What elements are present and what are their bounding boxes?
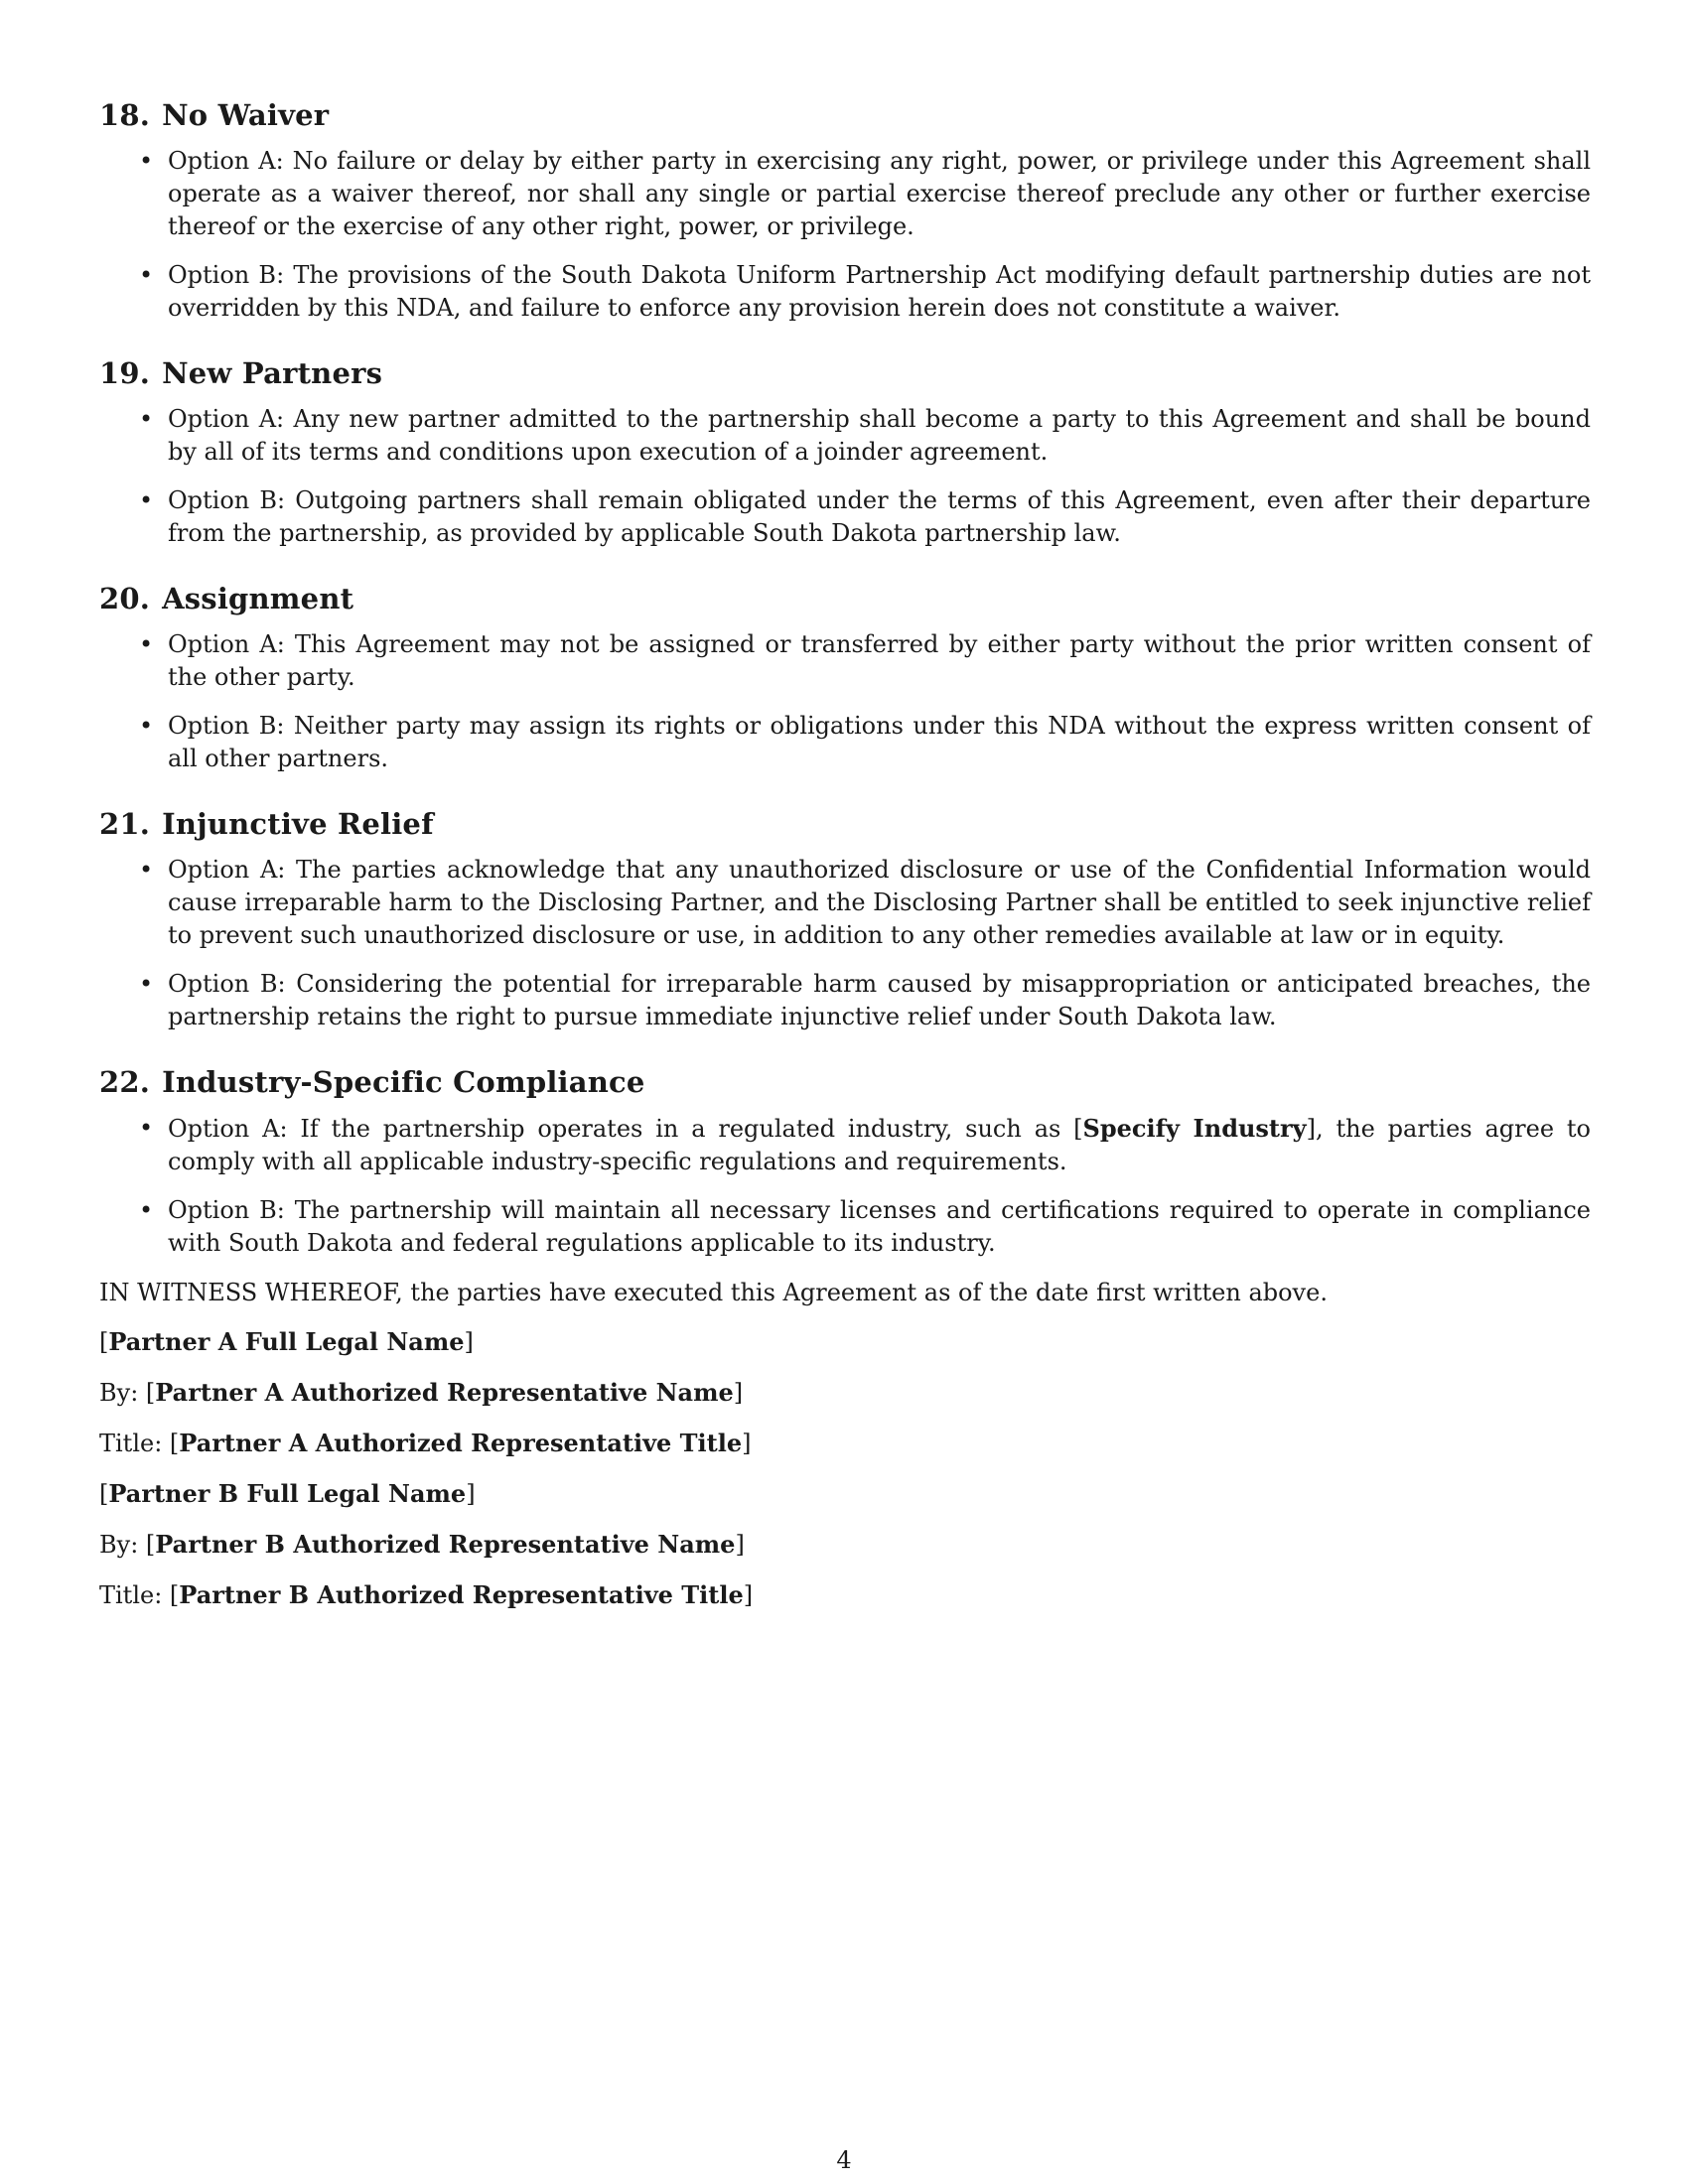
section-heading xyxy=(99,577,1591,620)
list-item xyxy=(99,710,1591,775)
list-item xyxy=(99,484,1591,550)
signature-block xyxy=(99,1325,1591,1612)
section-industry-compliance xyxy=(99,1060,1591,1260)
by-label: By: xyxy=(99,1379,139,1407)
list-item xyxy=(99,259,1591,325)
bullet-icon: • xyxy=(139,405,154,433)
bullet-icon: • xyxy=(139,856,154,884)
bullet-icon: • xyxy=(139,1196,154,1224)
bullet-icon: • xyxy=(139,970,154,998)
title-label: Title: xyxy=(99,1430,163,1457)
option-text: Option A: This Agreement may not be assigned or transferred by either party without the prior written consent of the other party. xyxy=(168,630,1591,691)
option-text: Option A: No failure or delay by either party in exercising any right, power, or privilege under this Agreement shall operate as a waiver thereof, nor shall any single or partial exercise thereof preclude any other or further exercise thereof or the exercise of any other right, power, or privilege. xyxy=(168,147,1591,240)
partner-b-name-line: [Partner B Full Legal Name] xyxy=(99,1479,476,1508)
section-title: Assignment xyxy=(162,582,354,615)
title-label: Title: xyxy=(99,1581,163,1609)
bullet-icon: • xyxy=(139,1114,154,1142)
list-item xyxy=(99,968,1591,1033)
section-number: 20. xyxy=(99,582,151,615)
witness-statement: IN WITNESS WHEREOF, the parties have executed this Agreement as of the date first written above. xyxy=(99,1279,1328,1306)
partner-b-rep-name: Partner B Authorized Representative Name xyxy=(155,1530,736,1559)
partner-b-name: Partner B Full Legal Name xyxy=(108,1479,467,1508)
partner-b-title-line: Title: [Partner B Authorized Representative Title] xyxy=(99,1580,754,1609)
by-label: By: xyxy=(99,1531,139,1559)
section-heading xyxy=(99,351,1591,395)
partner-a-name: Partner A Full Legal Name xyxy=(108,1327,465,1356)
option-list xyxy=(99,628,1591,775)
bullet-icon: • xyxy=(139,712,154,740)
partner-a-title-line: Title: [Partner A Authorized Representative Title] xyxy=(99,1429,752,1457)
section-heading xyxy=(99,93,1591,137)
list-item xyxy=(99,628,1591,694)
partner-a-rep-name: Partner A Authorized Representative Name xyxy=(155,1378,734,1407)
partner-a-rep-title: Partner A Authorized Representative Title xyxy=(179,1429,743,1457)
option-list xyxy=(99,1112,1591,1260)
option-text: Option B: Considering the potential for irreparable harm caused by misappropriation or anticipated breaches, the partnership retains the right to pursue immediate injunctive relief under South Dakota law. xyxy=(168,970,1591,1030)
section-new-partners xyxy=(99,351,1591,550)
partner-a-name-line: [Partner A Full Legal Name] xyxy=(99,1327,474,1356)
list-item xyxy=(99,403,1591,469)
section-injunctive-relief xyxy=(99,802,1591,1033)
option-text: Option A: Any new partner admitted to the partnership shall become a party to this Agreement and shall be bound by all of its terms and conditions upon execution of a joinder agreement. xyxy=(168,405,1591,466)
option-text-after: ], the parties agree to comply with all applicable industry-specific regulations and requirements. xyxy=(168,1115,1591,1175)
option-text: Option B: The provisions of the South Dakota Uniform Partnership Act modifying default partnership duties are not overridden by this NDA, and failure to enforce any provision herein does not constitute a waiver. xyxy=(168,261,1591,322)
page-number: 4 xyxy=(836,2146,852,2174)
option-list xyxy=(99,854,1591,1033)
industry-placeholder: Specify Industry xyxy=(1082,1114,1307,1143)
option-list xyxy=(99,145,1591,325)
option-text: Option A: The parties acknowledge that any unauthorized disclosure or use of the Confidential Information would cause irreparable harm to the Disclosing Partner, and the Disclosing Partner shall be entitled to seek injunctive relief to prevent such unauthorized disclosure or use, in addition to any other remedies available at law or in equity. xyxy=(168,856,1591,949)
bullet-icon: • xyxy=(139,147,154,175)
section-assignment xyxy=(99,577,1591,775)
partner-a-by-line: By: [Partner A Authorized Representative Name] xyxy=(99,1378,744,1407)
document-page xyxy=(99,93,1591,1629)
list-item xyxy=(99,1194,1591,1260)
option-text-before: Option A: If the partnership operates in a regulated industry, such as [ xyxy=(168,1115,1083,1143)
section-number: 21. xyxy=(99,807,151,841)
list-item xyxy=(99,145,1591,243)
list-item xyxy=(99,854,1591,952)
section-heading xyxy=(99,802,1591,846)
section-number: 22. xyxy=(99,1065,151,1099)
partner-b-by-line: By: [Partner B Authorized Representative Name] xyxy=(99,1530,745,1559)
bullet-icon: • xyxy=(139,486,154,514)
partner-b-rep-title: Partner B Authorized Representative Title xyxy=(179,1580,744,1609)
bullet-icon: • xyxy=(139,630,154,658)
option-text: Option B: Neither party may assign its rights or obligations under this NDA without the express written consent of all other partners. xyxy=(168,712,1591,772)
list-item xyxy=(99,1112,1591,1178)
section-title: No Waiver xyxy=(162,98,330,132)
section-no-waiver xyxy=(99,93,1591,325)
option-list xyxy=(99,403,1591,550)
section-heading xyxy=(99,1060,1591,1104)
section-title: Injunctive Relief xyxy=(162,807,434,841)
bullet-icon: • xyxy=(139,261,154,289)
section-number: 19. xyxy=(99,356,151,390)
option-text: Option B: The partnership will maintain all necessary licenses and certifications required to operate in compliance with South Dakota and federal regulations applicable to its industry. xyxy=(168,1196,1591,1257)
section-title: Industry-Specific Compliance xyxy=(162,1065,645,1099)
option-text: Option B: Outgoing partners shall remain obligated under the terms of this Agreement, even after their departure from the partnership, as provided by applicable South Dakota partnership law. xyxy=(168,486,1591,547)
section-number: 18. xyxy=(99,98,151,132)
section-title: New Partners xyxy=(162,356,383,390)
